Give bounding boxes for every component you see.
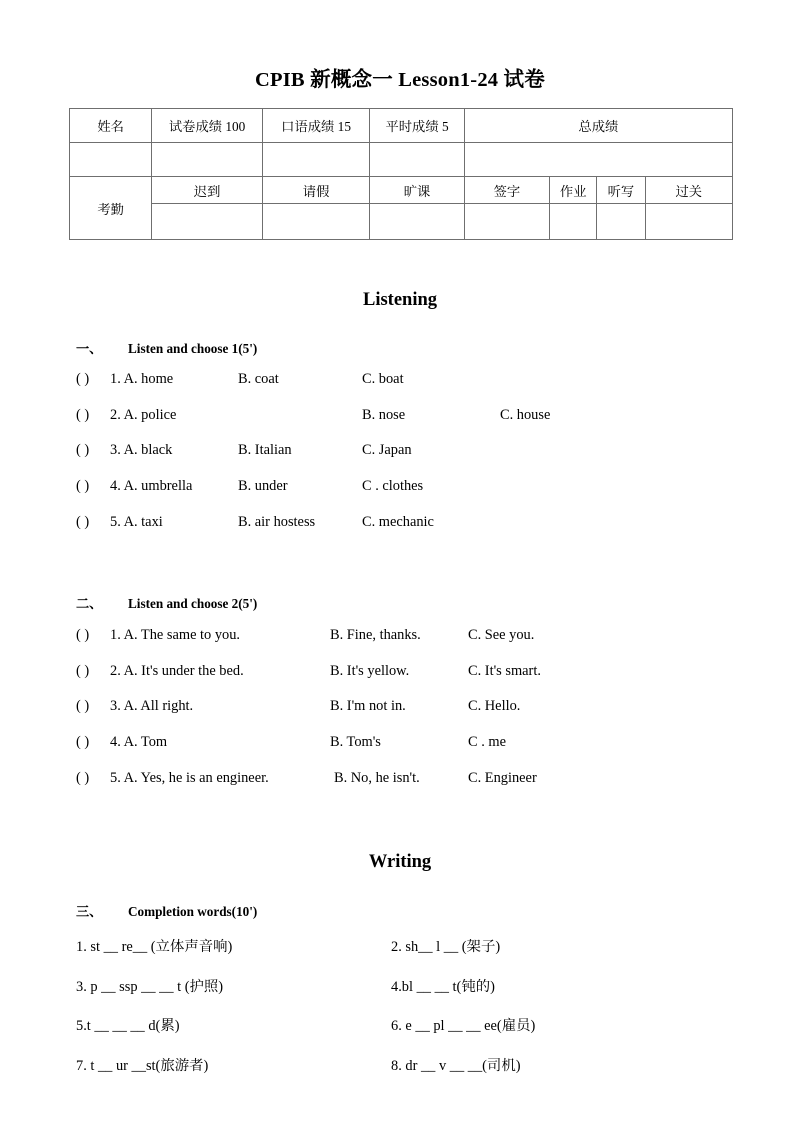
cell-signature-value[interactable] [464, 204, 549, 240]
cell-dictation-label: 听写 [597, 177, 645, 204]
completion-word-item[interactable]: 6. e __ pl __ __ ee(雇员) [391, 1018, 536, 1034]
cell-leave-value[interactable] [262, 204, 369, 240]
answer-blank[interactable]: ( ) [76, 698, 90, 715]
option-a[interactable]: 1. A. home [110, 371, 174, 387]
question-row [76, 442, 412, 462]
exercise-1-heading [76, 338, 257, 357]
option-b[interactable]: B. No, he isn't. [334, 769, 420, 786]
cell-homework-value[interactable] [550, 204, 597, 240]
option-b[interactable]: B. I'm not in. [330, 698, 406, 715]
option-b[interactable]: B. It's yellow. [330, 662, 410, 679]
exercise-3-title: Completion words(10') [128, 904, 258, 919]
completion-word-item[interactable]: 2. sh__ l __ (架子) [391, 939, 501, 955]
option-c[interactable]: C. mechanic [362, 513, 434, 530]
exercise-2-number: 二、 [76, 596, 103, 611]
cell-dictation-value[interactable] [597, 204, 645, 240]
answer-blank[interactable]: ( ) [76, 627, 90, 643]
cell-paper-score-value[interactable] [152, 143, 262, 177]
completion-word-item[interactable]: 8. dr __ v __ __(司机) [391, 1057, 521, 1074]
table-row [70, 109, 733, 143]
exercise-3-number: 三、 [76, 904, 103, 919]
option-a[interactable]: 4. A. Tom [110, 734, 168, 751]
question-row [76, 371, 404, 391]
cell-oral-score-value[interactable] [262, 143, 369, 177]
question-row [76, 734, 506, 754]
cell-name-label: 姓名 [70, 109, 152, 143]
option-b[interactable]: B. coat [238, 371, 279, 387]
cell-name-value[interactable] [70, 143, 152, 177]
cell-daily-score-label: 平时成绩 5 [370, 109, 464, 143]
question-row [76, 406, 551, 427]
student-info-table [69, 108, 733, 240]
option-a[interactable]: 4. A. umbrella [110, 478, 193, 495]
option-c[interactable]: C . clothes [362, 478, 424, 495]
cell-late-value[interactable] [152, 204, 262, 240]
option-a[interactable]: 5. A. taxi [110, 513, 163, 530]
answer-blank[interactable]: ( ) [76, 513, 90, 530]
table-row [70, 204, 733, 240]
option-c[interactable]: C. Engineer [468, 769, 537, 786]
question-row [76, 662, 541, 683]
option-c[interactable]: C. Hello. [468, 698, 521, 715]
answer-blank[interactable]: ( ) [76, 662, 90, 679]
option-b[interactable]: B. Fine, thanks. [330, 627, 421, 643]
option-b[interactable]: B. Tom's [330, 734, 381, 751]
cell-total-score-label: 总成绩 [464, 109, 732, 143]
section-title-listening: Listening [362, 290, 438, 310]
option-c[interactable]: C. boat [362, 371, 404, 387]
cell-absent-label: 旷课 [370, 177, 464, 204]
option-a[interactable]: 3. A. All right. [110, 698, 194, 715]
option-c[interactable]: C . me [468, 734, 506, 751]
exercise-2-heading [76, 593, 257, 612]
exercise-2-title: Listen and choose 2(5') [128, 596, 258, 611]
cell-pass-label: 过关 [645, 177, 732, 204]
question-row [76, 627, 535, 647]
cell-signature-label: 签字 [464, 177, 549, 204]
table-row [70, 143, 733, 177]
cell-attendance-label: 考勤 [70, 177, 152, 240]
option-b[interactable]: B. Italian [238, 442, 292, 459]
cell-daily-score-value[interactable] [370, 143, 464, 177]
completion-word-item[interactable]: 7. t __ ur __st(旅游者) [76, 1057, 209, 1074]
table-row [70, 177, 733, 204]
cell-pass-value[interactable] [645, 204, 732, 240]
question-row [76, 769, 537, 790]
answer-blank[interactable]: ( ) [76, 769, 90, 786]
exercise-1-number: 一、 [76, 341, 103, 356]
completion-word-item[interactable]: 3. p __ ssp __ __ t (护照) [76, 978, 224, 995]
answer-blank[interactable]: ( ) [76, 406, 90, 423]
option-a[interactable]: 2. A. It's under the bed. [110, 662, 244, 679]
exercise-3-heading [76, 901, 257, 920]
option-b[interactable]: B. under [238, 478, 288, 495]
option-a[interactable]: 1. A. The same to you. [110, 627, 241, 643]
page-title: CPIB 新概念一 Lesson1-24 试卷 [255, 69, 545, 91]
cell-leave-label: 请假 [262, 177, 369, 204]
answer-blank[interactable]: ( ) [76, 442, 90, 459]
cell-absent-value[interactable] [370, 204, 464, 240]
cell-homework-label: 作业 [550, 177, 597, 204]
question-row [76, 698, 521, 718]
option-a[interactable]: 5. A. Yes, he is an engineer. [110, 769, 269, 786]
answer-blank[interactable]: ( ) [76, 734, 90, 751]
completion-word-item[interactable]: 5.t __ __ __ d(累) [76, 1018, 180, 1034]
option-a[interactable]: 3. A. black [110, 442, 173, 459]
completion-word-item[interactable]: 1. st __ re__ (立体声音响) [76, 939, 233, 955]
cell-late-label: 迟到 [152, 177, 262, 204]
cell-paper-score-label: 试卷成绩 100 [152, 109, 262, 143]
option-c[interactable]: C. See you. [468, 627, 535, 643]
answer-blank[interactable]: ( ) [76, 371, 90, 387]
question-row [76, 478, 424, 498]
option-a[interactable]: 2. A. police [110, 406, 177, 423]
question-row [76, 513, 434, 534]
answer-blank[interactable]: ( ) [76, 478, 90, 495]
completion-word-item[interactable]: 4.bl __ __ t(钝的) [391, 978, 495, 995]
option-c[interactable]: C. house [500, 406, 551, 423]
option-b[interactable]: B. nose [362, 406, 406, 423]
cell-oral-score-label: 口语成绩 15 [262, 109, 369, 143]
option-c[interactable]: C. It's smart. [468, 662, 541, 679]
option-b[interactable]: B. air hostess [238, 513, 316, 530]
section-title-writing: Writing [368, 852, 432, 872]
cell-total-score-value[interactable] [464, 143, 732, 177]
option-c[interactable]: C. Japan [362, 442, 412, 459]
exercise-1-title: Listen and choose 1(5') [128, 341, 258, 356]
